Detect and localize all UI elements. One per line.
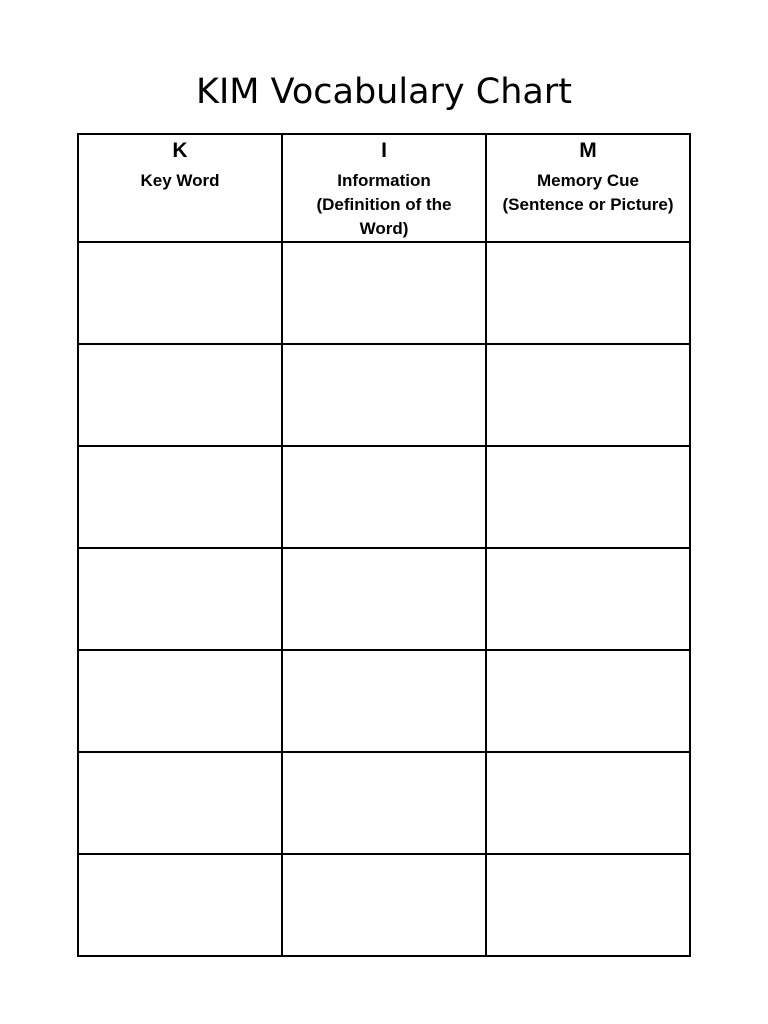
key-word-cell [78, 548, 282, 650]
page-title: KIM Vocabulary Chart [196, 72, 572, 112]
table-row [78, 548, 690, 650]
information-cell [282, 650, 486, 752]
table-row [78, 854, 690, 956]
information-cell [282, 548, 486, 650]
table-row [78, 242, 690, 344]
column-description: Key Word [140, 171, 220, 190]
header-cell-i [282, 134, 486, 242]
column-letter: K [172, 139, 188, 162]
key-word-cell [78, 752, 282, 854]
table-row [78, 446, 690, 548]
memory-cue-cell [486, 548, 690, 650]
column-description: Information (Definition of the Word) [316, 171, 452, 238]
table-row [78, 650, 690, 752]
memory-cue-cell [486, 344, 690, 446]
memory-cue-cell [486, 854, 690, 956]
key-word-cell [78, 650, 282, 752]
information-cell [282, 854, 486, 956]
information-cell [282, 344, 486, 446]
header-row [78, 134, 690, 242]
information-cell [282, 752, 486, 854]
kim-vocabulary-table [77, 133, 691, 957]
information-cell [282, 242, 486, 344]
key-word-cell [78, 242, 282, 344]
table-row [78, 752, 690, 854]
column-letter: M [579, 139, 597, 162]
table-row [78, 344, 690, 446]
memory-cue-cell [486, 446, 690, 548]
memory-cue-cell [486, 242, 690, 344]
column-description: Memory Cue (Sentence or Picture) [502, 171, 674, 214]
header-cell-k [78, 134, 282, 242]
key-word-cell [78, 344, 282, 446]
memory-cue-cell [486, 650, 690, 752]
key-word-cell [78, 854, 282, 956]
header-cell-m [486, 134, 690, 242]
key-word-cell [78, 446, 282, 548]
information-cell [282, 446, 486, 548]
memory-cue-cell [486, 752, 690, 854]
column-letter: I [381, 139, 387, 162]
table-body [78, 242, 690, 956]
